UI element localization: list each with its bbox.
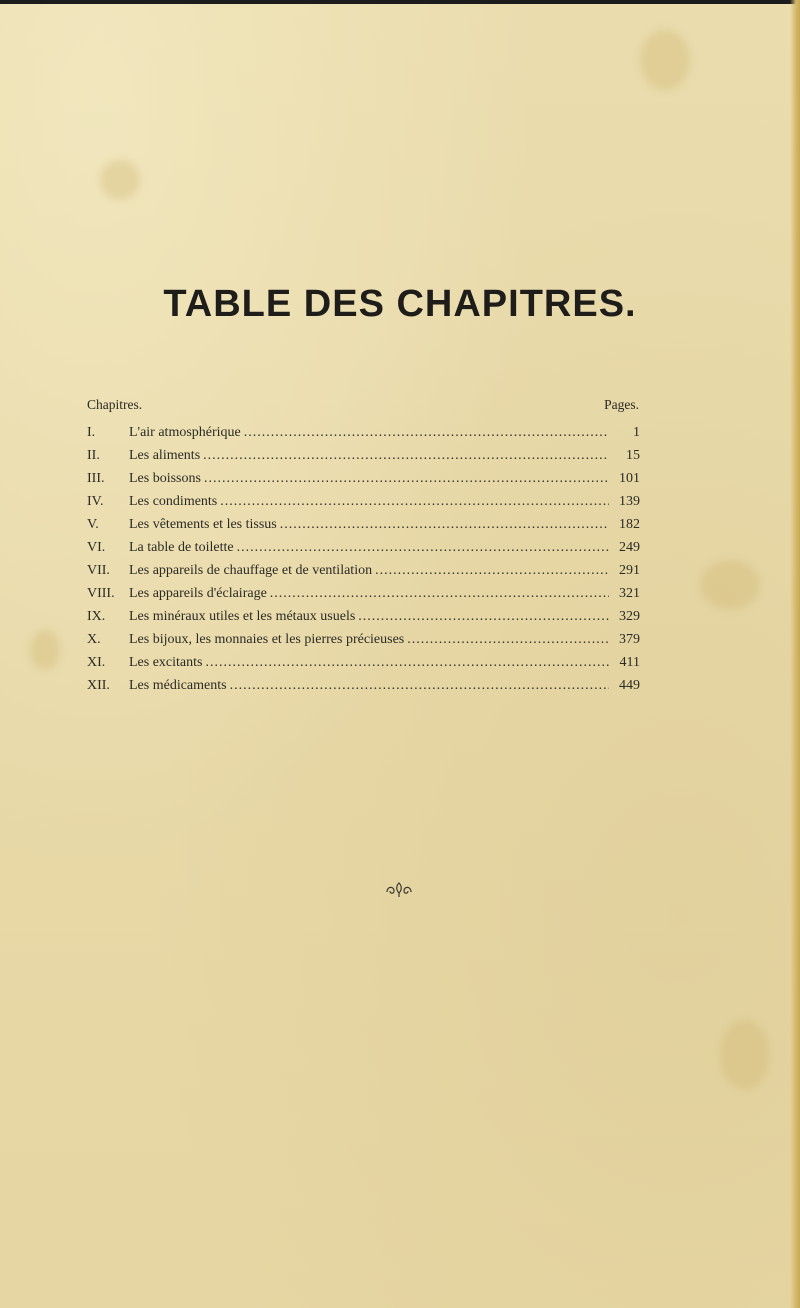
chapter-page-number: 329 bbox=[619, 609, 640, 624]
dot-leader bbox=[205, 654, 609, 672]
toc-header bbox=[87, 397, 639, 415]
chapter-number: I. bbox=[87, 425, 96, 440]
chapter-page-number: 139 bbox=[619, 494, 640, 509]
chapter-number: V. bbox=[87, 517, 99, 532]
toc-entry bbox=[87, 493, 640, 516]
chapter-title: La table de toilette bbox=[129, 540, 234, 555]
toc-entry bbox=[87, 608, 640, 631]
toc-entry bbox=[87, 470, 640, 493]
chapter-title: Les boissons bbox=[129, 471, 201, 486]
toc-entry bbox=[87, 424, 640, 447]
pages-column-label: Pages. bbox=[604, 397, 639, 412]
chapter-title: Les appareils de chauffage et de ventilation bbox=[129, 563, 373, 578]
toc-entry bbox=[87, 562, 640, 585]
chapter-title: Les bijoux, les monnaies et les pierres précieuses bbox=[129, 632, 405, 647]
page-title: TABLE DES CHAPITRES. bbox=[163, 283, 637, 325]
chapter-title: Les condiments bbox=[129, 494, 218, 509]
dot-leader bbox=[244, 424, 609, 442]
chapters-column-label: Chapitres. bbox=[87, 397, 143, 412]
chapter-page-number: 182 bbox=[619, 517, 640, 532]
chapter-title: Les excitants bbox=[129, 655, 203, 670]
toc-leader-line bbox=[129, 493, 640, 511]
chapter-page-number: 291 bbox=[619, 563, 640, 578]
toc-leader-line bbox=[129, 654, 640, 672]
chapter-number: IV. bbox=[87, 494, 104, 509]
toc-leader-line bbox=[129, 539, 640, 557]
dot-leader bbox=[280, 516, 609, 534]
page-top-edge bbox=[0, 0, 800, 4]
table-of-contents bbox=[87, 424, 640, 700]
chapter-page-number: 1 bbox=[633, 425, 640, 440]
dot-leader bbox=[204, 470, 609, 488]
toc-entry bbox=[87, 539, 640, 562]
chapter-number: III. bbox=[87, 471, 105, 486]
chapter-number: VII. bbox=[87, 563, 110, 578]
paper-stain bbox=[100, 160, 140, 200]
page-right-edge bbox=[790, 0, 800, 1308]
paper-stain bbox=[700, 560, 760, 610]
dot-leader bbox=[203, 447, 609, 465]
toc-leader-line bbox=[129, 677, 640, 695]
toc-leader-line bbox=[129, 608, 640, 626]
dot-leader bbox=[358, 608, 609, 626]
chapter-page-number: 15 bbox=[626, 448, 640, 463]
paper-stain bbox=[640, 30, 690, 90]
dot-leader bbox=[237, 539, 609, 557]
dot-leader bbox=[220, 493, 609, 511]
chapter-page-number: 379 bbox=[619, 632, 640, 647]
paper-stain bbox=[30, 630, 60, 670]
paper-stain bbox=[720, 1020, 770, 1090]
chapter-title: Les vêtements et les tissus bbox=[129, 517, 277, 532]
chapter-title: L'air atmosphérique bbox=[129, 425, 241, 440]
chapter-page-number: 321 bbox=[619, 586, 640, 601]
chapter-title: Les aliments bbox=[129, 448, 201, 463]
toc-leader-line bbox=[129, 516, 640, 534]
toc-leader-line bbox=[129, 447, 640, 465]
dot-leader bbox=[230, 677, 609, 695]
chapter-number: IX. bbox=[87, 609, 106, 624]
chapter-number: VIII. bbox=[87, 586, 115, 601]
fleuron-icon bbox=[384, 880, 414, 898]
toc-leader-line bbox=[129, 470, 640, 488]
chapter-number: XII. bbox=[87, 678, 110, 693]
toc-entry bbox=[87, 677, 640, 700]
toc-entry bbox=[87, 654, 640, 677]
chapter-page-number: 249 bbox=[619, 540, 640, 555]
chapter-page-number: 411 bbox=[619, 655, 640, 670]
toc-entry bbox=[87, 631, 640, 654]
dot-leader bbox=[270, 585, 609, 603]
toc-leader-line bbox=[129, 562, 640, 580]
chapter-number: XI. bbox=[87, 655, 106, 670]
dot-leader bbox=[375, 562, 609, 580]
toc-leader-line bbox=[129, 424, 640, 442]
chapter-title: Les médicaments bbox=[129, 678, 227, 693]
chapter-number: VI. bbox=[87, 540, 106, 555]
toc-leader-line bbox=[129, 631, 640, 649]
toc-entry bbox=[87, 516, 640, 539]
chapter-page-number: 101 bbox=[619, 471, 640, 486]
chapter-number: II. bbox=[87, 448, 100, 463]
toc-entry bbox=[87, 585, 640, 608]
chapter-title: Les appareils d'éclairage bbox=[129, 586, 267, 601]
chapter-number: X. bbox=[87, 632, 101, 647]
chapter-title: Les minéraux utiles et les métaux usuels bbox=[129, 609, 356, 624]
toc-leader-line bbox=[129, 585, 640, 603]
chapter-page-number: 449 bbox=[619, 678, 640, 693]
dot-leader bbox=[407, 631, 609, 649]
toc-entry bbox=[87, 447, 640, 470]
